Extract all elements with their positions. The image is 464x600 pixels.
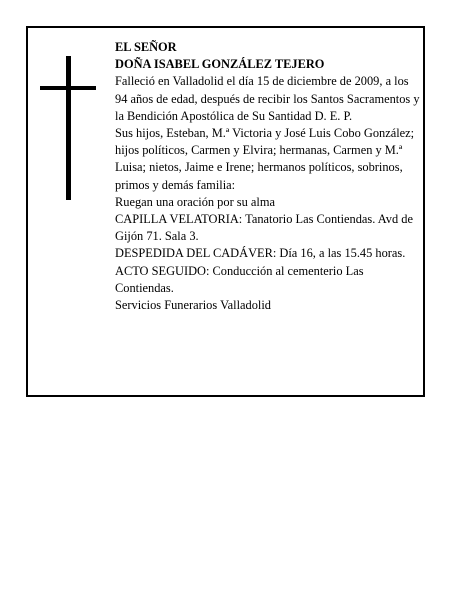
wake-location: CAPILLA VELATORIA: Tanatorio Las Contiendas. Avd de Gijón 71. Sala 3. xyxy=(115,212,413,244)
notice-text xyxy=(115,39,421,314)
cross-vertical-bar xyxy=(66,56,71,200)
family-list: Sus hijos, Esteban, M.ª Victoria y José Luis Cobo González; hijos políticos, Carmen y Elvira; hermanas, Carmen y M.ª Luisa; nietos, Jaime e Irene; hermanos políticos, sobrinos, primos y demás familia: xyxy=(115,126,415,192)
funeral-service-provider: Servicios Funerarios Valladolid xyxy=(115,298,272,313)
farewell-time: DESPEDIDA DEL CADÁVER: Día 16, a las 15.45 horas. xyxy=(115,246,406,261)
cross-horizontal-bar xyxy=(40,86,96,90)
notice-title: EL SEÑOR xyxy=(115,40,177,54)
latin-cross-icon xyxy=(40,56,96,200)
prayer-request: Ruegan una oración por su alma xyxy=(115,194,275,209)
obituary-notice xyxy=(26,26,425,397)
death-announcement: Falleció en Valladolid el día 15 de diciembre de 2009, a los 94 años de edad, después de recibir los Santos Sacramentos y la Bendición Apostólica de Su Santidad D. E. P. xyxy=(115,74,420,123)
deceased-name: DOÑA ISABEL GONZÁLEZ TEJERO xyxy=(115,57,325,72)
cemetery-procession: ACTO SEGUIDO: Conducción al cementerio Las Contiendas. xyxy=(115,263,364,295)
